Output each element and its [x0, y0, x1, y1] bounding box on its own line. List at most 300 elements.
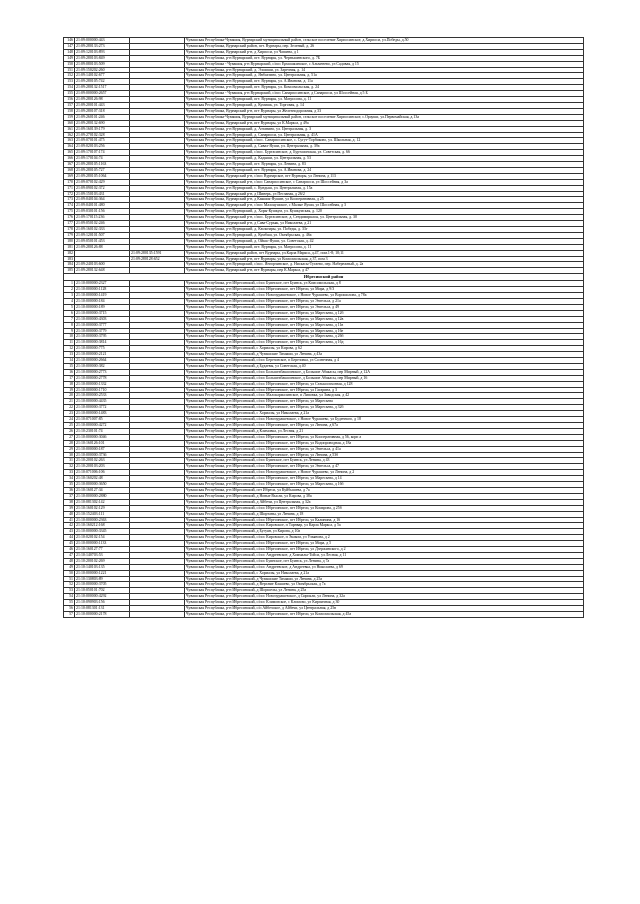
row-number: 2 [64, 287, 75, 293]
address: Чувашская Республика, р-н Ибресинский, с/пос Климовское, с Климово, ул Кирпичная, д 30 [185, 600, 584, 606]
address: Чувашская Республика-Чувашия, Вурнарский муниципальный район, сельское поселение Хирпосинское, с.Орауши, ул.Первомайская, д.13а [185, 114, 584, 120]
address: Чувашская Республика, р-н Вурнарский, пгт. Вурнары, ул. Комсомольская, д. 24 [185, 85, 584, 91]
row-number: 1 [64, 281, 75, 287]
address: Чувашская Республика, Вурнарский р-н, с/пос Санарпосинское, с Санарпоси, ул Шоссейная, д 3а [185, 179, 584, 185]
cadastral-number: 21:09:150103:431 [75, 191, 130, 197]
row-number: 175 [64, 209, 75, 215]
row-number: 4 [64, 298, 75, 304]
cadastral-number: 21:09:050102:246 [75, 221, 130, 227]
cadastral-number: 21:09:050101:453 [75, 238, 130, 244]
row-number: 25 [64, 423, 75, 429]
cadastral-number: 21:10:000000:1332 [75, 381, 130, 387]
cadastral-number: 21:10:000000:3779 [75, 328, 130, 334]
address: Чувашская Республика, р-н Ибресинский, д Айбечи, ул Центральная, д 32а [185, 499, 584, 505]
address: Чувашская Республика, Вурнарский р-н, д Шинерь, ул Песчаная, д 26/2 [185, 191, 584, 197]
address: Чувашская Республика, р-н Вурнарский, д. Кадыши, ул. Центральная, д. 53 [185, 156, 584, 162]
address: Чувашская Республика, р-н Вурнарский, пгт. Вурнары, ул. Чернышевского, д. 7Б [185, 55, 584, 61]
row-number: 41 [64, 517, 75, 523]
cadastral-number: 21:10:000000:3715 [75, 310, 130, 316]
row-number: 19 [64, 387, 75, 393]
address: Чувашская Республика, р-н Ибресинский, с/пос Кировское, п Тарнвар, ул Карла Маркса, д 5а [185, 523, 584, 529]
cadastral-number: 21:09:280105:742 [75, 79, 130, 85]
address: Чувашская Республика, р-н Ибресинский, с/пос Ибресинское, пгт Ибреси, ул Маресьева, д 16е [185, 328, 584, 334]
cadastral-number: 21:10:000000:3046 [75, 434, 130, 440]
row-number: 11 [64, 340, 75, 346]
address: Чувашская Республика, р-н Вурнарский, с. Кундыш, ул. Центральная, д. 15а [185, 185, 584, 191]
row-number: 166 [64, 156, 75, 162]
row-number: 42 [64, 523, 75, 529]
address: Чувашская Республика, р-н Вурнарский, д. Хоры-Кушкум, ул. Кушкумская, д. 120 [185, 209, 584, 215]
row-number: 13 [64, 352, 75, 358]
premises-cadastral-number: 21:09:280135:1591 [130, 250, 185, 256]
address: Чувашская Республика, р-н Ибресинский, с/пос Ибресинское, пгт Ибреси, ул Мира, д 5 [185, 541, 584, 547]
address: Чувашская Республика, р-н Ибресинский, с/пос Ибресинское, пгт Ибреси, ул Ленина, д 53б [185, 452, 584, 458]
address: Чувашская Республика, р-н Ибресинский, пгт Ибреси, ул Куйбышева, д 7а [185, 487, 584, 493]
address: Чувашская Республика, р-н Вурнарский, д. Санарпоси, ул. Центральная, д. 41А [185, 132, 584, 138]
row-number: 167 [64, 162, 75, 168]
row-number: 169 [64, 173, 75, 179]
cadastral-number: 21:10:000000:3814 [75, 340, 130, 346]
row-number: 53 [64, 588, 75, 594]
address: Чувашская Республика, р-н Ибресинский, с/пос Ибресинское, пгт Ибреси, ул Маресьева [185, 399, 584, 405]
row-number: 184 [64, 262, 75, 268]
cadastral-number: 21:10:000000:2880 [75, 493, 130, 499]
address: Чувашская Республика, р-н Вурнарский, с/пос. Янгорчинское, д. Нискасы-Тугаево, пер. Набережный, д. 2а [185, 262, 584, 268]
address: Чувашская Республика, р-н Вурнарский, д. Элшиши, ул. Заречная, д. 14 [185, 67, 584, 73]
row-number: 165 [64, 150, 75, 156]
cadastral-number: 21:10:000000:2363 [75, 517, 130, 523]
cadastral-number: 21:10:200102:269 [75, 558, 130, 564]
row-number: 15 [64, 363, 75, 369]
address: Чувашская Республика, Вурнарский район, пгт. Вурнары, пер. Зеленый, д. 26 [185, 43, 584, 49]
cadastral-number: 21:10:230101:74 [75, 428, 130, 434]
address: Чувашская Республика, р-н Ибресинский, с/пос Буинское, пгт Буинск, ул Ленина, д 43 [185, 458, 584, 464]
cadastral-number: 21:09:160139:179 [75, 126, 130, 132]
address: Чувашская Республика, р-н Вурнарский, пгт. Вурнары, ул. А.Иванова, д. 24 [185, 167, 584, 173]
row-number: 52 [64, 582, 75, 588]
cadastral-number: 21:10:160212:168 [75, 523, 130, 529]
cadastral-number: 21:10:000000:4272 [75, 423, 130, 429]
row-number: 152 [64, 73, 75, 79]
cadastral-number: 21:09:120101:507 [75, 232, 130, 238]
row-number: 174 [64, 203, 75, 209]
address: Чувашская Республика, р-н Ибресинский, д Будаевы, ул Советская, д 40 [185, 363, 584, 369]
address: Чувашская Республика, р-н Ибресинский, с/пос Ибресинское, пгт Ибреси, ул Энгельса, д 47 [185, 464, 584, 470]
cadastral-number: 21:09:070102:429 [75, 179, 130, 185]
cadastral-number: 21:09:280126:88 [75, 244, 130, 250]
cadastral-number: 21:09:140102:677 [75, 73, 130, 79]
cadastral-number: 21:10:000000:184 [75, 298, 130, 304]
cadastral-number: 21:10:000000:1483 [75, 411, 130, 417]
row-number: 57 [64, 612, 75, 618]
row-number: 160 [64, 120, 75, 126]
cadastral-number: 21:09:030101:156 [75, 209, 130, 215]
cadastral-number: 21:10:000000:2773 [75, 369, 130, 375]
row-number: 54 [64, 594, 75, 600]
address: Чувашская Республика, р-н Ибресинский, с Хормалы, ул Николаева, д 21а [185, 411, 584, 417]
row-number: 147 [64, 43, 75, 49]
cadastral-number: 21:10:000000:2178 [75, 612, 130, 618]
address: Чувашская Республика, р-н Ибресинский, д Чувашские Тимяши, ул Ленина, д 25а [185, 576, 584, 582]
row-number: 151 [64, 67, 75, 73]
row-number: 29 [64, 446, 75, 452]
address: Чувашская Республика, р-н Ибресинский, с/пос Ибресинское, пгт Ибреси, ул Комсомольская, д 45а [185, 612, 584, 618]
row-number: 47 [64, 552, 75, 558]
address: Чувашская Республика, р-н Ибресинский, с/пос Ибресинское, пгт Ибреси, ул Кооперативная, д 56, корп а [185, 434, 584, 440]
row-number: 43 [64, 529, 75, 535]
row-number: 32 [64, 464, 75, 470]
row-number: 158 [64, 108, 75, 114]
address: Чувашская Республика, р-н Ибресинский, д Бугуян, ул Кирова, д 10а [185, 529, 584, 535]
address: Чувашская Республика, р-н Ибресинский, с/пос Ибресинское, пгт Ибреси, ул Селькоопхозная, д 128 [185, 381, 584, 387]
address: Чувашская Республика, р-н Ибресинский, с/пос Ибресинское, пгт Ибреси, ул Энгельса, д 21а [185, 298, 584, 304]
row-number: 20 [64, 393, 75, 399]
address: Чувашская Республика, р-н Ибресинский, с/пос Ибресинское, пгт Ибреси, ул Гагарина, д 3 [185, 387, 584, 393]
cadastral-number: 21:09:170104:74 [75, 156, 130, 162]
address: Чувашская Республика, р-н Ибресинский, с/пос Малокармалинское, п Липовка, ул Заводская, д 42 [185, 393, 584, 399]
cadastral-number: 21:10:000000:2327 [75, 281, 130, 287]
address: Чувашская Республика - Чувашия, р-н Вурнарский, с/пос Ермошкинское, с Альменево, ул Садовая, д 15 [185, 61, 584, 67]
cadastral-number: 21:09:020103:256 [75, 144, 130, 150]
address: Чувашская Республика - Чувашия, р-н Вурнарский, с/пос Санарпосинское, д Санарпоси, ул Шоссейная, д 5 Б [185, 91, 584, 97]
cadastral-number: 21:09:280107:318 [75, 108, 130, 114]
cadastral-number: 21:09:150202:260 [75, 67, 130, 73]
row-number: 51 [64, 576, 75, 582]
row-number: 46 [64, 547, 75, 553]
cadastral-number: 21:09:280133:273 [75, 43, 130, 49]
address: Чувашская Республика, р-н Ибресинский, с/пос Ибресинское, пгт Ибреси, ул Маресьева, д 12в [185, 316, 584, 322]
row-number: 157 [64, 102, 75, 108]
row-number: 48 [64, 558, 75, 564]
cadastral-number: 21:09:000000:2657 [75, 91, 130, 97]
address: Чувашская Республика, р-н Ибресинский, с/пос Ибресинское, пгт Ибреси, ул Дзержинского, д 2 [185, 547, 584, 553]
row-number: 37 [64, 493, 75, 499]
address: Чувашская Республика, р-н Ибресинский, д Климовка, ул Лесная, д 21 [185, 428, 584, 434]
address: Чувашская Республика, Вурнарский р-н, с/пос. Буртасинское, д. Сендимиркасы, ул. Центральная, д. 30 [185, 215, 584, 221]
address: Чувашская Республика, р-н Ибресинский, с/пос Андреевское, д Андреевка, ул Николаева, д 69 [185, 564, 584, 570]
address: Чувашская Республика, Вурнарский р-н, пгт Вурнары, ул Комсомольская, д 37, пом 3 [185, 256, 584, 262]
row-number: 149 [64, 55, 75, 61]
row-number: 155 [64, 91, 75, 97]
cadastral-number: 21:09:280132:690 [75, 120, 130, 126]
row-number: 161 [64, 126, 75, 132]
cadastral-number: 21:10:130803:89 [75, 576, 130, 582]
address: Чувашская Республика, р-н Вурнарский, д. Кюльтиры, ул. Победы, д. 33г [185, 227, 584, 233]
cadastral-number: 21:09:000000:443 [75, 38, 130, 44]
cadastral-number: 21:10:000000:187 [75, 446, 130, 452]
row-number: 8 [64, 322, 75, 328]
address: Чувашская Республика, р-н Ибресинский, с/пос Новочурашевское, с Новое Чурашево, ул Ворошилова, д 78а [185, 293, 584, 299]
cadastral-number: 21:10:000000:3795 [75, 334, 130, 340]
row-number: 148 [64, 49, 75, 55]
row-number: 34 [64, 476, 75, 482]
row-number: 26 [64, 428, 75, 434]
cadastral-number: 21:10:200102:263 [75, 458, 130, 464]
address: Чувашская Республика, р-н Вурнарский, д. Янбахтино, ул. Центральная, д. 51а [185, 73, 584, 79]
cadastral-number: 21:09:280105:1163 [75, 162, 130, 168]
address: Чувашская Республика, р-н Вурнарский, д. Азтанино, ул. Центральная, д. 3 [185, 126, 584, 132]
cadastral-number: 21:09:280132:648 [75, 268, 130, 274]
row-number: 182 [64, 250, 75, 256]
row-number: 185 [64, 268, 75, 274]
cadastral-number: 21:09:070101:475 [75, 138, 130, 144]
address: Чувашская Республика, р-н Ибресинский, с/пос Ибресинское, пгт Ибреси, ул Маресьева, д 12б [185, 310, 584, 316]
row-number: 5 [64, 304, 75, 310]
row-number: 35 [64, 482, 75, 488]
address: Чувашская Республика, Вурнарский р-н, д Хирпоси, ул Чапаева, д 1 [185, 49, 584, 55]
cadastral-number: 21:10:160126:101 [75, 440, 130, 446]
cadastral-number: 21:10:152403:111 [75, 511, 130, 517]
cadastral-number: 21:10:140103:135 [75, 564, 130, 570]
row-number: 49 [64, 564, 75, 570]
cadastral-number: 21:09:270102:328 [75, 132, 130, 138]
cadastral-number: 21:10:000000:1710 [75, 387, 130, 393]
row-number: 162 [64, 132, 75, 138]
row-number: 156 [64, 97, 75, 103]
address: Чувашская Республика, р-н Ибресинский, с/пос Буинское, пгт Буинск, ул Комсомольская, д 8 [185, 281, 584, 287]
cadastral-number: 21:09:120103:893 [75, 49, 130, 55]
row-number: 56 [64, 606, 75, 612]
cadastral-number: 21:09:280103:849 [75, 55, 130, 61]
address: Чувашская Республика, р-н Ибресинский, с/пос Ибресинское, пгт Ибреси, ул Мира, д 9/3 [185, 287, 584, 293]
address: Чувашская Республика, р-н Ибресинский, с/пос Новочурашевское, д Сирикли, ул Ленина, д 32а [185, 594, 584, 600]
property-table [63, 37, 584, 618]
address: Чувашская Республика, Вурнарский р-н, д Сява-Сурьяк, ул Николаева, д 21 [185, 221, 584, 227]
row-number: 12 [64, 346, 75, 352]
address: Чувашская Республика, р-н Ибресинский, с/п Айбечское, д Айбечи, ул Центральная, д 25в [185, 606, 584, 612]
address: Чувашская Республика, р-н Ибресинский, с/пос Ибресинское, пгт Ибреси, ул Маресьева, д 32б [185, 405, 584, 411]
cadastral-number: 21:10:200103:203 [75, 464, 130, 470]
address: Чувашская Республика, р-н Вурнарский, пгт. Вурнары, ул. А.Иванова, д. 11а [185, 79, 584, 85]
address: Чувашская Республика, р-н Ибресинский, с/пос Новочурашевское, с Новое Чурашево, ул Буденного, д 18 [185, 417, 584, 423]
cadastral-number: 21:09:160102:333 [75, 227, 130, 233]
cadastral-number: 21:10:000000:4292 [75, 594, 130, 600]
row-number: 40 [64, 511, 75, 517]
row-number: 164 [64, 144, 75, 150]
row-number: 38 [64, 499, 75, 505]
address: Чувашская Республика, р-н Ибресинский, с/пос Ибресинское, пгт Ибреси, ул Энгельса, д 49 [185, 304, 584, 310]
address: Чувашская Республика, р-н Ибресинский, с/пос Ибресинское, пгт Ибреси, ул Ленина, д 67а [185, 423, 584, 429]
address: Чувашская Республика, р-н Ибресинский, с/пос Большеабакасинское, д Большие Абакасы, пер Мирный, д 12А [185, 369, 584, 375]
address: Чувашская Республика, р-н Ибресинский, с/пос Андреевское, д Хоммалы-Тойси, ул Лесная, д 11 [185, 552, 584, 558]
cadastral-number: 21:10:000000:775 [75, 346, 130, 352]
row-number: 180 [64, 238, 75, 244]
row-number: 16 [64, 369, 75, 375]
cadastral-number: 21:10:160202:48 [75, 476, 130, 482]
row-number: 177 [64, 221, 75, 227]
row-number: 178 [64, 227, 75, 233]
row-number: 23 [64, 411, 75, 417]
address: Чувашская Республика, р-н Ибресинский, с/пос Ибресинское, пгт Ибреси, ул Маресьева, д 11в [185, 322, 584, 328]
address: Чувашская Республика, р-н Вурнарский, с/пос. Буртасинское, д. Буртасинская, ул. Советская, д. 66 [185, 150, 584, 156]
row-number: 17 [64, 375, 75, 381]
cadastral-number: 21:10:081302:142 [75, 499, 130, 505]
address: Чувашская Республика, р-н Ибресинский, с/пос Ибресинское, пгт Ибреси, ул Комарова, д 25б [185, 505, 584, 511]
address: Чувашская Республика, Вурнарский р-н, с/пос Вурнарское, пгт Вурнары, ул Ленина, д 113 [185, 173, 584, 179]
cadastral-number: 21:09:280132:1517 [75, 85, 130, 91]
section-header [64, 274, 584, 281]
row-number: 176 [64, 215, 75, 221]
address: Чувашская Республика, р-н Вурнарский, д. Сявал-Яуши, ул. Центральная, д. 39а [185, 144, 584, 150]
row-number: 170 [64, 179, 75, 185]
address: Чувашская Республика, Вурнарский район, пгт Вурнары, ул.Карла Маркса, д.47, пом.1-8; 10;11 [185, 250, 584, 256]
address: Чувашская Республика, Вурнарский р-н, пгт Вурнары, ул К.Маркса, д 49а [185, 120, 584, 126]
row-number: 24 [64, 417, 75, 423]
row-number: 10 [64, 334, 75, 340]
address: Чувашская Республика, Вурнарский р-н, д Какшик-Яушин, ул Кооперативная, д 25 [185, 197, 584, 203]
row-number: 3 [64, 293, 75, 299]
row-number: 181 [64, 244, 75, 250]
address: Чувашская Республика-Чувашия, Вурнарский муниципальный район, сельское поселение Хирпосинское, д.Хирпоси, ул.Победы, д.50 [185, 38, 584, 44]
address: Чувашская Республика, р-н Вурнарский, с/пос. Санарпосинское, с. Сугут-Торбиково, ул. Школьная, д. 12 [185, 138, 584, 144]
cadastral-number: 21:10:000000:1128 [75, 287, 130, 293]
cadastral-number: 21:10:081301:131 [75, 606, 130, 612]
table-body-vurnarsky [64, 38, 584, 274]
row-number: 22 [64, 405, 75, 411]
cadastral-number: 21:09:240103:600 [75, 262, 130, 268]
cadastral-number: 21:09:080103:509 [75, 61, 130, 67]
row-number: 30 [64, 452, 75, 458]
address: Чувашская Республика, р-н Вурнарский, пгт. Вурнары, ул. Ленина, д. 83 [185, 162, 584, 168]
row-number: 50 [64, 570, 75, 576]
row-number: 21 [64, 399, 75, 405]
address: Чувашская Республика, р-н Ибресинский, д Шоршелы, ул Ленина, д 25а [185, 588, 584, 594]
cadastral-number: 21:10:000000:4303 [75, 316, 130, 322]
row-number: 31 [64, 458, 75, 464]
cadastral-number: 21:10:071006:106 [75, 470, 130, 476]
cadastral-number: 21:10:090903:156 [75, 600, 130, 606]
row-number: 146 [64, 38, 75, 44]
address: Чувашская Республика, р-н Ибресинский, с/пос Большеабакасинское, д Большие Абакасы, пер Мирный, д 16 [185, 375, 584, 381]
cadastral-number: 21:09:200101:443 [75, 102, 130, 108]
row-number: 33 [64, 470, 75, 476]
row-number: 154 [64, 85, 75, 91]
address: Чувашская Республика, р-н Ибресинский, с/пос Новочурашевское, с Новое Чурашево, ул Ленина, д 2 [185, 470, 584, 476]
cadastral-number: 21:10:000000:189 [75, 304, 130, 310]
row-number: 7 [64, 316, 75, 322]
row-number: 153 [64, 79, 75, 85]
row-number: 168 [64, 167, 75, 173]
address: Чувашская Республика, р-н Ибресинский, с/пос Ибресинское, пгт Ибреси, ул Маресьева, д 14 [185, 476, 584, 482]
row-number: 55 [64, 600, 75, 606]
cadastral-number: 21:10:160127:34 [75, 487, 130, 493]
cadastral-number: 21:10:000000:3650 [75, 482, 130, 488]
document-page [63, 37, 583, 618]
section-row [64, 274, 584, 281]
address: Чувашская Республика, р-н Ибресинский, с/пос Березовское, п Березовка, ул Солнечная, д 4 [185, 358, 584, 364]
row-number: 172 [64, 191, 75, 197]
cadastral-number: 21:10:160102:129 [75, 505, 130, 511]
address: Чувашская Республика, р-н Ибресинский, д Новые Высли, ул Кирова, д 38а [185, 493, 584, 499]
cadastral-number: 21:10:000000:2778 [75, 375, 130, 381]
row-number: 27 [64, 434, 75, 440]
cadastral-number: 21:10:020102:154 [75, 535, 130, 541]
cadastral-number: 21:10:000000:2121 [75, 352, 130, 358]
row-number: 18 [64, 381, 75, 387]
cadastral-number: 21:10:160127:77 [75, 547, 130, 553]
address: Чувашская Республика, р-н Вурнарский, д. Кумбаш, ул. Октябрьская, д. 46а [185, 232, 584, 238]
row-number: 183 [64, 256, 75, 262]
address: Чувашская Республика, р-н Ибресинский, с/пос Кировское, п Экаком, ул Ульянова, д 2 [185, 535, 584, 541]
row-number: 36 [64, 487, 75, 493]
cadastral-number: 21:10:000000:1133 [75, 541, 130, 547]
address: Чувашская Республика, р-н Ибресинский, д Ширтаны, ул Ленина, д 18 [185, 511, 584, 517]
address: Чувашская Республика, р-н Ибресинский, с/пос Ибресинское, пгт Ибреси, ул Калинина, д 16 [185, 517, 584, 523]
premises-cadastral-number: 21:09:280128:652 [130, 256, 185, 262]
address: Чувашская Республика, р-н Ибресинский, с/пос Ибресинское, пгт Ибреси, ул Маресьева, д 26б [185, 334, 584, 340]
address: Чувашская Республика, р-н Ибресинский, с/пос Буинское, пгт Буинск, ул Ленина, д 7а [185, 558, 584, 564]
address: Чувашская Республика, р-н Вурнарский, пгт. Вурнары, ул. Матросова, д. 11 [185, 97, 584, 103]
row-number: 171 [64, 185, 75, 191]
address: Чувашская Республика, р-н Вурнарский, пгт. Вурнары, ул. Матросова, д. 11 [185, 244, 584, 250]
row-number: 39 [64, 505, 75, 511]
cadastral-number: 21:09:090102:372 [75, 185, 130, 191]
address: Чувашская Республика, р-н Ибресинский, с/пос Ибресинское, пгт Ибреси, ул Водопроводная, д 18а [185, 440, 584, 446]
cadastral-number: 21:10:000000:1419 [75, 293, 130, 299]
address: Чувашская Республика, Вурнарский р-н, пгт Вурнары, пер К.Маркса, д 47 [185, 268, 584, 274]
address: Чувашская Республика, р-н Ибресинский, с Хормалы, ул Кирова, д 62 [185, 346, 584, 352]
cadastral-number: 21:10:000000:2533 [75, 393, 130, 399]
row-number: 179 [64, 232, 75, 238]
address: Чувашская Республика, р-н Ибресинский, д Чувашские Тимяши, ул Ленина, д 43а [185, 352, 584, 358]
row-number: 173 [64, 197, 75, 203]
address: Чувашская Республика, Вурнарский р-н, с/пос Малояушское, с Малые Яуши, ул Шоссейная, д 3 [185, 203, 584, 209]
cadastral-number: 21:09:040104:364 [75, 197, 130, 203]
cadastral-number: 21:09:280105:727 [75, 167, 130, 173]
row-number: 44 [64, 535, 75, 541]
row-number: 6 [64, 310, 75, 316]
row-number: 14 [64, 358, 75, 364]
row-number: 45 [64, 541, 75, 547]
cadastral-number: 21:09:040101:480 [75, 203, 130, 209]
cadastral-number: 21:10:000000:4435 [75, 399, 130, 405]
cadastral-number: 21:10:050101:702 [75, 588, 130, 594]
cadastral-number: 21:10:000000:3345 [75, 529, 130, 535]
cadastral-number: 21:10:000000:382 [75, 363, 130, 369]
premises-cadastral-number [130, 612, 185, 618]
table-row [64, 612, 584, 618]
row-number: 150 [64, 61, 75, 67]
cadastral-number: 21:09:170107:174 [75, 150, 130, 156]
cadastral-number: 21:10:000000:3777 [75, 322, 130, 328]
cadastral-number: 21:10:071007:85 [75, 417, 130, 423]
address: Чувашская Республика, Вурнарский р-н, пгт Вурнары, ул Железнодорожная, д 33 [185, 108, 584, 114]
cadastral-number: 21:10:140703:53 [75, 552, 130, 558]
cadastral-number: 21:09:280126:98 [75, 97, 130, 103]
address: Чувашская Республика, р-н Вурнарский, д. Кумишк, ул. Торговая, д. 14 [185, 102, 584, 108]
cadastral-number: 21:10:000000:1221 [75, 570, 130, 576]
cadastral-number: 21:09:170115:236 [75, 215, 130, 221]
cadastral-number: 21:09:260101:246 [75, 114, 130, 120]
row-number: 159 [64, 114, 75, 120]
address: Чувашская Республика, р-н Ибресинский, с/пос Ибресинское, пгт Ибреси, ул Энгельса, д 41а [185, 446, 584, 452]
row-number: 163 [64, 138, 75, 144]
address: Чувашская Республика, р-н Ибресинский, с/пос Ибресинское, пгт Ибреси, ул Маресьева, д 16д [185, 340, 584, 346]
row-number: 28 [64, 440, 75, 446]
cadastral-number: 21:10:000000:3772 [75, 405, 130, 411]
table-body-ibresinsky [64, 281, 584, 618]
cadastral-number: 21:09:280105:1064 [75, 173, 130, 179]
address: Чувашская Республика, р-н Ибресинский, с/пос Ибресинское, пгт Ибреси, ул Маресьева, д 16б [185, 482, 584, 488]
row-number: 9 [64, 328, 75, 334]
cadastral-number: 21:10:000000:3736 [75, 452, 130, 458]
section-title: Ибресинский район [64, 274, 584, 281]
address: Чувашская Республика, р-н Ибресинский, д Верхние Кляшево, ул Октябрьская, д 7а [185, 582, 584, 588]
cadastral-number: 21:10:000000:3705 [75, 582, 130, 588]
address: Чувашская Республика, р-н Вурнарский, д. Ойкас-Яуши, ул. Советская, д. 42 [185, 238, 584, 244]
address: Чувашская Республика, р-н Ибресинский, с Хормалы, ул Николаева, д 21а [185, 570, 584, 576]
cadastral-number: 21:10:000000:2664 [75, 358, 130, 364]
